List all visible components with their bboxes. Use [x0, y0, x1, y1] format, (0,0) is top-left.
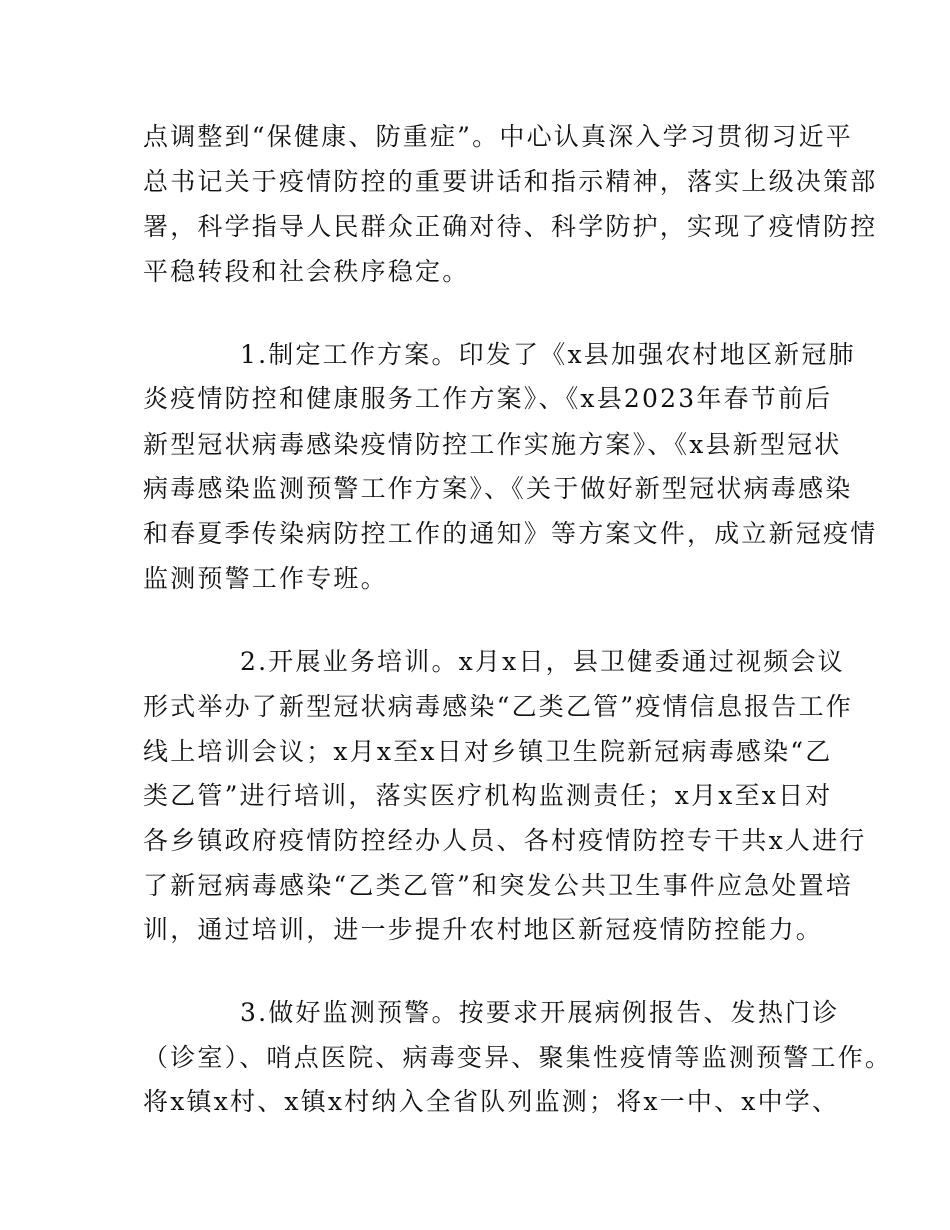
text-line: 和春夏季传染病防控工作的通知》等方案文件，成立新冠疫情	[143, 519, 878, 548]
text-line: 2.开展业务培训。x月x日，县卫健委通过视频会议	[240, 647, 845, 676]
text-line: 署，科学指导人民群众正确对待、科学防护，实现了疫情防控	[143, 212, 878, 241]
text-line: 将x镇x村、x镇x村纳入全省队列监测；将x一中、x中学、	[143, 1087, 840, 1116]
text-line: 训，通过培训，进一步提升农村地区新冠疫情防控能力。	[143, 915, 824, 944]
text-line: 各乡镇政府疫情防控经办人员、各村疫情防控专干共x人进行	[143, 826, 867, 855]
text-line: 总书记关于疫情防控的重要讲话和指示精神，落实上级决策部	[143, 167, 878, 196]
text-line: （诊室）、哨点医院、病毒变异、聚集性疫情等监测预警工作。	[143, 1043, 893, 1072]
text-line: 点调整到“保健康、防重症”。中心认真深入学习贯彻习近平	[143, 122, 853, 151]
text-line: 3.做好监测预警。按要求开展病例报告、发热门诊	[240, 998, 840, 1027]
text-line: 了新冠病毒感染“乙类乙管”和突发公共卫生事件应急处置培	[143, 871, 853, 900]
text-line: 炎疫情防控和健康服务工作方案》、《x县2023年春节前后	[143, 384, 833, 413]
text-line: 线上培训会议；x月x至x日对乡镇卫生院新冠病毒感染“乙	[143, 737, 833, 766]
text-line: 类乙管”进行培训，落实医疗机构监测责任；x月x至x日对	[143, 781, 833, 810]
text-line: 病毒感染监测预警工作方案》、《关于做好新型冠状病毒感染	[143, 474, 853, 503]
text-line: 1.制定工作方案。印发了《x县加强农村地区新冠肺	[240, 340, 856, 369]
text-line: 形式举办了新型冠状病毒感染“乙类乙管”疫情信息报告工作	[143, 692, 853, 721]
text-line: 新型冠状病毒感染疫情防控工作实施方案》、《x县新型冠状	[143, 430, 842, 459]
text-line: 监测预警工作专班。	[143, 564, 388, 593]
text-line: 平稳转段和社会秩序稳定。	[143, 257, 470, 286]
